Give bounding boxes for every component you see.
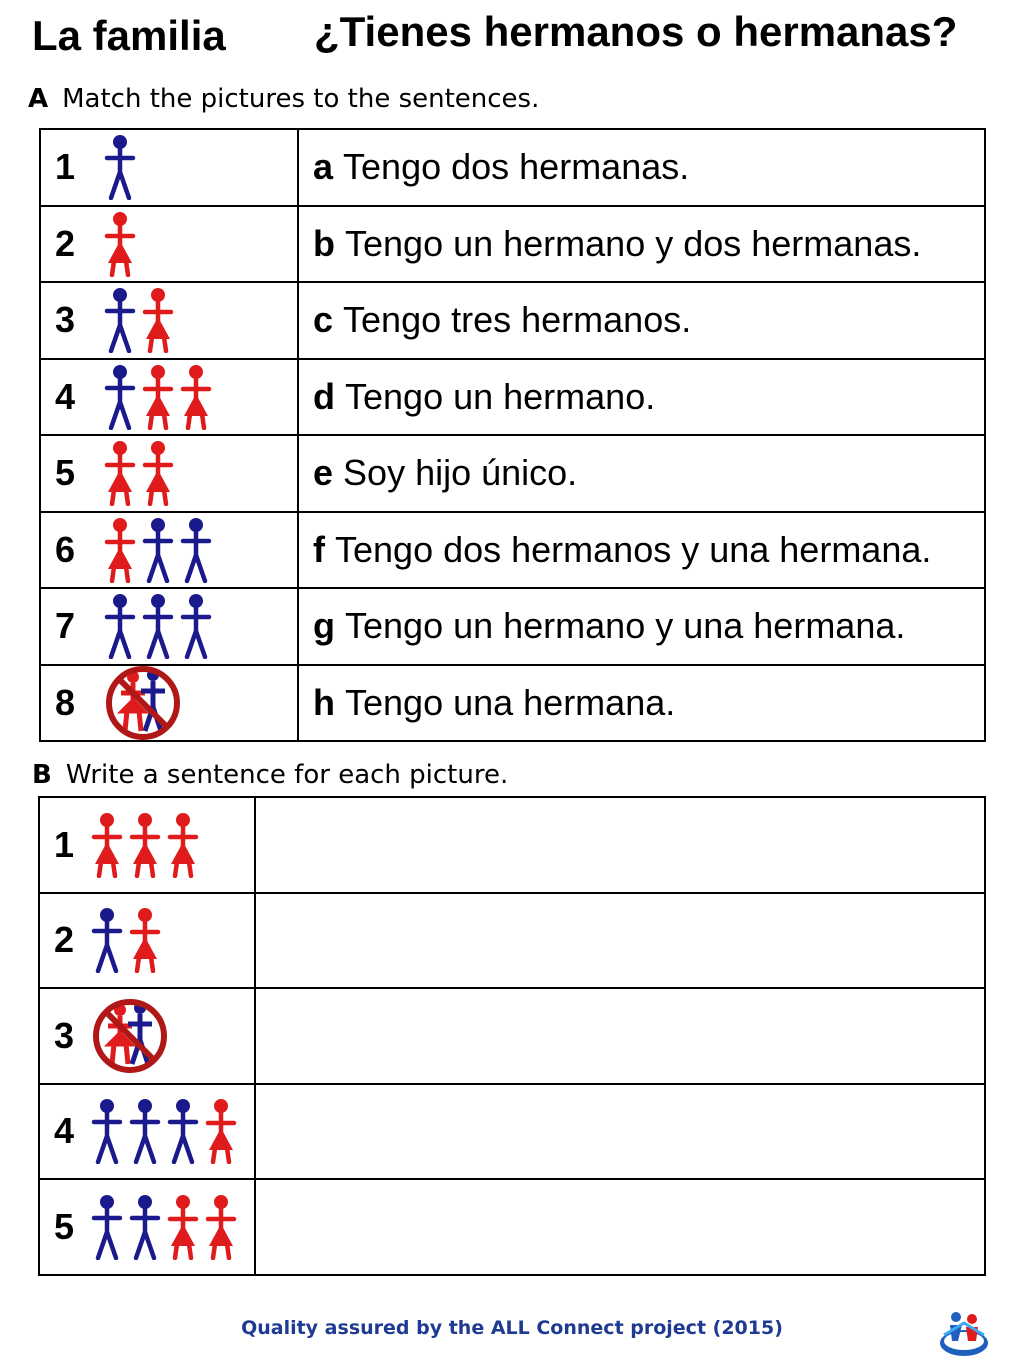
writing-table [38, 796, 986, 1276]
picture-cell [40, 282, 298, 359]
girl-figure-icon [204, 1194, 238, 1260]
figure-group [103, 211, 137, 277]
boy-figure-icon [103, 364, 137, 430]
no-siblings-icon [90, 996, 170, 1076]
boy-figure-icon [103, 287, 137, 353]
boy-figure-icon [141, 517, 175, 583]
figure-group [103, 517, 213, 583]
answer-box[interactable] [255, 988, 985, 1084]
matching-row [40, 206, 985, 283]
writing-row [39, 988, 985, 1084]
girl-figure-icon [103, 517, 137, 583]
sentence-cell [298, 435, 985, 512]
girl-figure-icon [179, 364, 213, 430]
row-number: 7 [55, 605, 76, 647]
boy-figure-icon [90, 1098, 124, 1164]
girl-figure-icon [141, 364, 175, 430]
row-number: 1 [55, 146, 76, 188]
girl-figure-icon [166, 1194, 200, 1260]
matching-row [40, 512, 985, 589]
sentence-text: Tengo un hermano. [345, 375, 656, 417]
matching-row [40, 435, 985, 512]
section-b-letter: B [32, 760, 52, 790]
figure-group [90, 812, 200, 878]
sentence-cell [298, 282, 985, 359]
answer-box[interactable] [255, 893, 985, 989]
sentence-text: Tengo tres hermanos. [343, 299, 692, 341]
all-connect-logo-icon [936, 1303, 992, 1359]
figure-group [103, 287, 175, 353]
girl-figure-icon [204, 1098, 238, 1164]
row-number: 2 [55, 222, 76, 264]
sentence-text: Tengo dos hermanas. [343, 146, 690, 188]
girl-figure-icon [103, 440, 137, 506]
sentence-text: Tengo una hermana. [345, 681, 676, 723]
picture-cell [39, 1179, 255, 1275]
writing-row [39, 1179, 985, 1275]
no-siblings-icon [103, 663, 183, 743]
answer-box[interactable] [255, 1179, 985, 1275]
section-a-letter: A [28, 84, 49, 114]
picture-cell [40, 129, 298, 206]
sentence-text: Soy hijo único. [343, 452, 578, 494]
section-a-instruction-text: Match the pictures to the sentences. [62, 84, 540, 114]
picture-cell [39, 797, 255, 893]
boy-figure-icon [141, 593, 175, 659]
section-b-instruction [32, 758, 508, 792]
boy-figure-icon [179, 517, 213, 583]
writing-row [39, 797, 985, 893]
row-number: 8 [55, 681, 76, 723]
sentence-letter: g [313, 605, 335, 647]
figure-group [90, 907, 162, 973]
sentence-text: Tengo un hermano y dos hermanas. [345, 222, 922, 264]
sentence-letter: b [313, 222, 335, 264]
title-la-familia: La familia [32, 12, 226, 59]
writing-row [39, 1084, 985, 1180]
title-tienes-hermanos: ¿Tienes hermanos o hermanas? [314, 8, 958, 55]
writing-row [39, 893, 985, 989]
sentence-letter: h [313, 681, 335, 723]
matching-row [40, 129, 985, 206]
sentence-letter: d [313, 375, 335, 417]
matching-table [39, 128, 986, 742]
matching-row [40, 588, 985, 665]
girl-figure-icon [141, 440, 175, 506]
boy-figure-icon [128, 1194, 162, 1260]
girl-figure-icon [90, 812, 124, 878]
picture-cell [40, 359, 298, 436]
picture-cell [40, 665, 298, 742]
boy-figure-icon [103, 593, 137, 659]
girl-figure-icon [128, 907, 162, 973]
section-a-instruction [28, 82, 539, 116]
picture-cell [40, 206, 298, 283]
boy-figure-icon [179, 593, 213, 659]
boy-figure-icon [90, 1194, 124, 1260]
row-number: 3 [54, 1014, 75, 1056]
row-number: 3 [55, 299, 76, 341]
girl-figure-icon [103, 211, 137, 277]
matching-row [40, 665, 985, 742]
boy-figure-icon [128, 1098, 162, 1164]
picture-cell [40, 435, 298, 512]
sentence-cell [298, 206, 985, 283]
sentence-letter: a [313, 146, 334, 188]
picture-cell [40, 588, 298, 665]
boy-figure-icon [103, 134, 137, 200]
sentence-cell [298, 129, 985, 206]
picture-cell [39, 988, 255, 1084]
figure-group [103, 364, 213, 430]
sentence-cell [298, 359, 985, 436]
boy-figure-icon [90, 907, 124, 973]
row-number: 5 [54, 1205, 75, 1247]
picture-cell [39, 1084, 255, 1180]
sentence-text: Tengo un hermano y una hermana. [345, 605, 906, 647]
row-number: 1 [54, 823, 75, 865]
sentence-letter: f [313, 528, 325, 570]
sentence-text: Tengo dos hermanos y una hermana. [335, 528, 932, 570]
picture-cell [40, 512, 298, 589]
figure-group [103, 440, 175, 506]
girl-figure-icon [166, 812, 200, 878]
girl-figure-icon [128, 812, 162, 878]
boy-figure-icon [166, 1098, 200, 1164]
figure-group [90, 1098, 238, 1164]
figure-group [90, 1194, 238, 1260]
sentence-cell [298, 512, 985, 589]
section-b-instruction-text: Write a sentence for each picture. [65, 760, 509, 790]
footer-credit: Quality assured by the ALL Connect project (2015) [241, 1317, 783, 1339]
sentence-letter: e [313, 452, 334, 494]
answer-box[interactable] [255, 797, 985, 893]
row-number: 4 [55, 375, 76, 417]
answer-box[interactable] [255, 1084, 985, 1180]
row-number: 5 [55, 452, 76, 494]
sentence-letter: c [313, 299, 334, 341]
matching-row [40, 359, 985, 436]
row-number: 2 [54, 919, 75, 961]
girl-figure-icon [141, 287, 175, 353]
row-number: 6 [55, 528, 76, 570]
figure-group [103, 593, 213, 659]
sentence-cell [298, 588, 985, 665]
figure-group [90, 1003, 170, 1069]
sentence-cell [298, 665, 985, 742]
picture-cell [39, 893, 255, 989]
figure-group [103, 670, 183, 736]
row-number: 4 [54, 1110, 75, 1152]
matching-row [40, 282, 985, 359]
figure-group [103, 134, 137, 200]
